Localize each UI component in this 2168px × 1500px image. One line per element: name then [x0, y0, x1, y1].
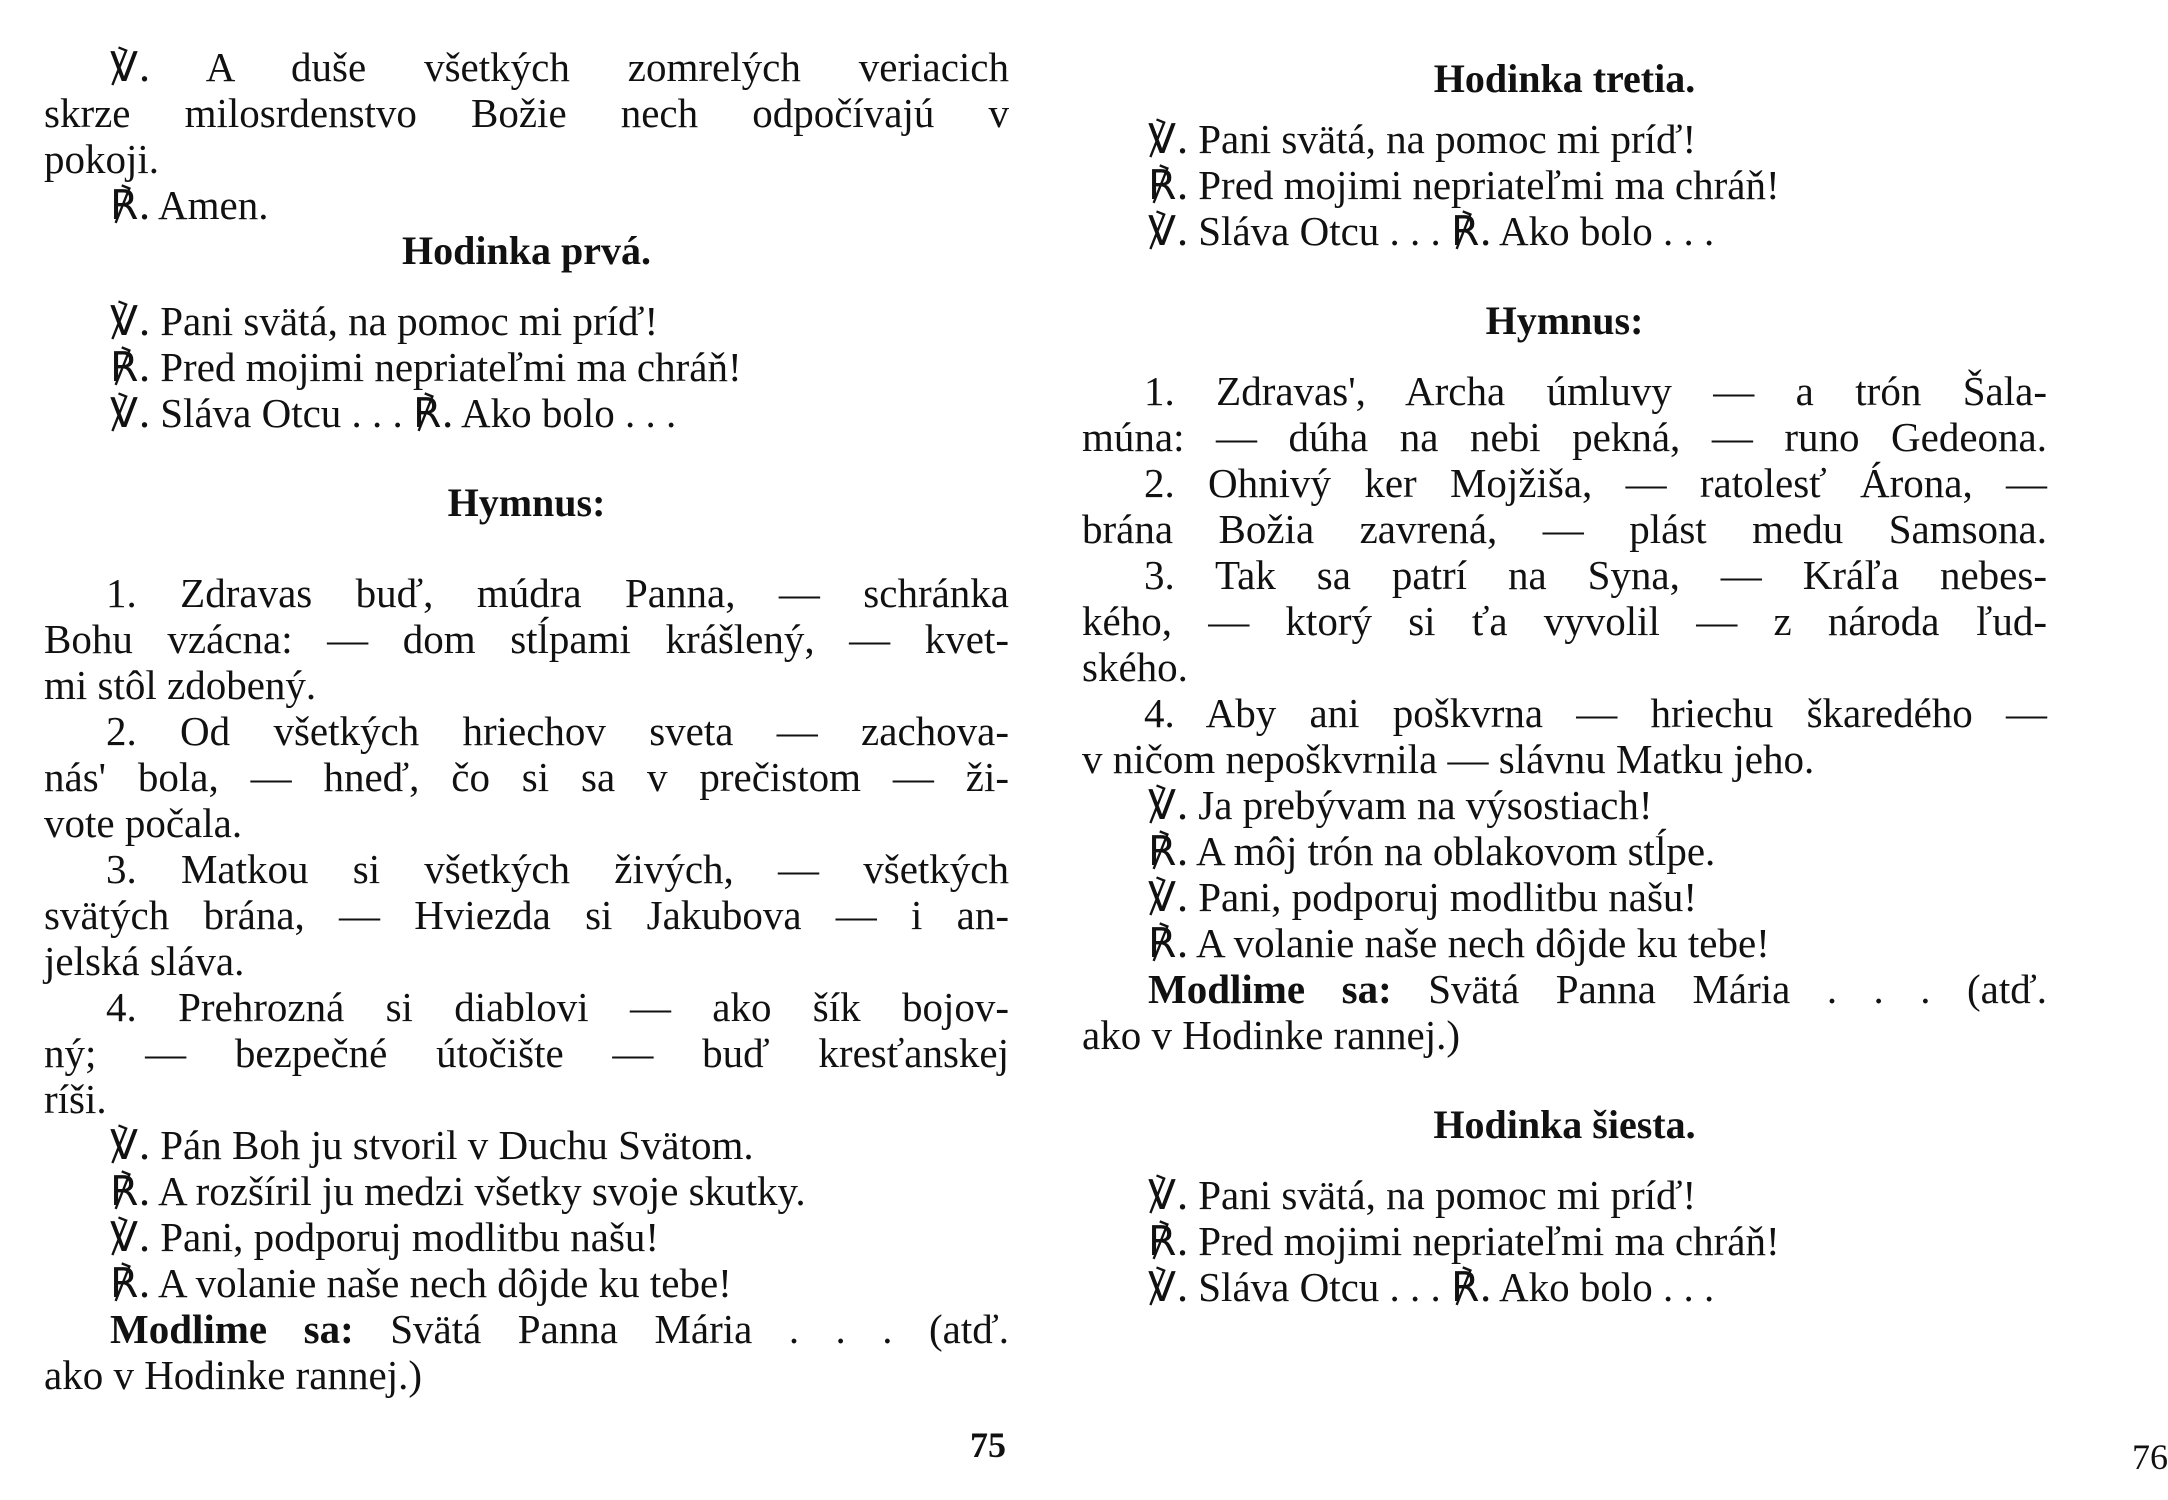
versicle-symbol: ℣. [110, 297, 152, 345]
versicle-symbol: ℣. [1148, 115, 1190, 163]
response-symbol: ℟. [1148, 919, 1190, 967]
opening-gloria: ℣. Sláva Otcu . . . ℟. Ako bolo . . . [1148, 207, 1715, 255]
hymn-line: 2. Ohnivý ker Mojžiša, — ratolesť Árona, — [1144, 460, 2047, 506]
hymn-line: ríši. [44, 1076, 107, 1122]
closing-response-2: ℟. A volanie naše nech dôjde ku tebe! [110, 1259, 732, 1307]
response-symbol: ℟. [1451, 1263, 1493, 1311]
hymn-line: nás' bola, — hneď, čo si sa v prečistom — ži- [44, 754, 1009, 800]
closing-response-2: ℟. A volanie naše nech dôjde ku tebe! [1148, 919, 1770, 967]
heading-hymnus: Hymnus: [447, 480, 606, 525]
response-symbol: ℟. [110, 343, 152, 391]
prayer-line: Modlime sa: Svätá Panna Mária . . . (atď. [1148, 966, 2047, 1012]
closing-versicle-1: ℣. Ja prebývam na výsostiach! [1148, 781, 1653, 829]
intro-versicle-line-3: pokoji. [44, 136, 160, 182]
closing-versicle-2: ℣. Pani, podporuj modlitbu našu! [1148, 873, 1698, 921]
closing-versicle-1: ℣. Pán Boh ju stvoril v Duchu Svätom. [110, 1121, 754, 1169]
hymn-line: 4. Prehrozná si diablovi — ako šík bojov- [106, 984, 1009, 1030]
versicle-symbol: ℣. [110, 1121, 152, 1169]
hymn-line: mi stôl zdobený. [44, 662, 317, 708]
hymn-line: múna: — dúha na nebi pekná, — runo Gedeona. [1082, 414, 2047, 460]
response-symbol: ℟. [1148, 161, 1190, 209]
intro-versicle-line-2: skrze milosrdenstvo Božie nech odpočívajú v [44, 90, 1009, 136]
response-symbol: ℟. [110, 1259, 152, 1307]
closing-response-1: ℟. A môj trón na oblakovom stĺpe. [1148, 827, 1716, 875]
versicle-symbol: ℣. [1148, 781, 1190, 829]
hymn-line: 1. Zdravas buď, múdra Panna, — schránka [106, 570, 1009, 616]
closing-response-1: ℟. A rozšíril ju medzi všetky svoje skutky. [110, 1167, 806, 1215]
hymn-line: Bohu vzácna: — dom stĺpami krášlený, — kvet- [44, 616, 1009, 662]
hymn-line: 2. Od všetkých hriechov sveta — zachova- [106, 708, 1009, 754]
response-symbol: ℟. [110, 1167, 152, 1215]
heading-hymnus: Hymnus: [1485, 298, 1644, 343]
prayer-label: Modlime sa: [1148, 966, 1392, 1012]
right-page [1042, 0, 2168, 1500]
response-symbol: ℟. [110, 181, 152, 229]
response-symbol: ℟. [1148, 827, 1190, 875]
versicle-symbol: ℣. [110, 389, 152, 437]
final-gloria: ℣. Sláva Otcu . . . ℟. Ako bolo . . . [1148, 1263, 1715, 1311]
final-response: ℟. Pred mojimi nepriateľmi ma chráň! [1148, 1217, 1780, 1265]
prayer-label: Modlime sa: [110, 1306, 354, 1352]
right-text-column [1082, 56, 2047, 1310]
hymn-line: 1. Zdravas', Archa úmluvy — a trón Šala- [1144, 368, 2047, 414]
intro-response: ℟. Amen. [110, 181, 269, 229]
hymn-line: kého, — ktorý si ťa vyvolil — z národa ľud- [1082, 598, 2047, 644]
heading-hodinka-tretia: Hodinka tretia. [1433, 56, 1696, 101]
hymn-line: jelská sláva. [44, 938, 245, 984]
response-symbol: ℟. [1148, 1217, 1190, 1265]
hymn-line: v ničom nepoškvrnila — slávnu Matku jeho. [1082, 736, 1815, 782]
heading-hodinka-prva: Hodinka prvá. [402, 228, 651, 273]
intro-versicle-line-1: ℣. A duše všetkých zomrelých veriacich [110, 43, 1010, 91]
prayer-continuation: ako v Hodinke rannej.) [1082, 1012, 1460, 1058]
page-number-right: 76 [2132, 1437, 2168, 1477]
opening-response: ℟. Pred mojimi nepriateľmi ma chráň! [110, 343, 742, 391]
hymn-line: 3. Tak sa patrí na Syna, — Kráľa nebes- [1144, 552, 2047, 598]
prayer-continuation: ako v Hodinke rannej.) [44, 1352, 422, 1398]
response-symbol: ℟. [413, 389, 455, 437]
opening-gloria: ℣. Sláva Otcu . . . ℟. Ako bolo . . . [110, 389, 677, 437]
opening-versicle: ℣. Pani svätá, na pomoc mi príď! [1148, 115, 1697, 163]
hymn-line: vote počala. [44, 800, 243, 846]
versicle-symbol: ℣. [1148, 207, 1190, 255]
response-symbol: ℟. [1451, 207, 1493, 255]
closing-versicle-2: ℣. Pani, podporuj modlitbu našu! [110, 1213, 660, 1261]
hymn-line: ný; — bezpečné útočište — buď kresťanskej [44, 1030, 1009, 1076]
hymn-left [44, 570, 1009, 1122]
hymn-right [1082, 368, 2047, 782]
versicle-symbol: ℣. [110, 1213, 152, 1261]
hymn-line: brána Božia zavrená, — plást medu Samsona. [1082, 506, 2047, 552]
opening-versicle: ℣. Pani svätá, na pomoc mi príď! [110, 297, 659, 345]
prayer-line: Modlime sa: Svätá Panna Mária . . . (atď. [110, 1306, 1009, 1352]
opening-response: ℟. Pred mojimi nepriateľmi ma chráň! [1148, 161, 1780, 209]
left-text-column [44, 44, 1009, 1398]
versicle-symbol: ℣. [1148, 873, 1190, 921]
hymn-line: ského. [1082, 644, 1188, 690]
page-number-left: 75 [970, 1425, 1006, 1465]
final-versicle: ℣. Pani svätá, na pomoc mi príď! [1148, 1171, 1697, 1219]
versicle-symbol: ℣. [110, 43, 152, 91]
heading-hodinka-siesta: Hodinka šiesta. [1433, 1102, 1696, 1147]
versicle-symbol: ℣. [1148, 1171, 1190, 1219]
versicle-symbol: ℣. [1148, 1263, 1190, 1311]
hymn-line: 4. Aby ani poškvrna — hriechu škaredého — [1144, 690, 2047, 736]
hymn-line: 3. Matkou si všetkých živých, — všetkých [106, 846, 1009, 892]
hymn-line: svätých brána, — Hviezda si Jakubova — i an- [44, 892, 1009, 938]
left-page [0, 0, 1042, 1500]
